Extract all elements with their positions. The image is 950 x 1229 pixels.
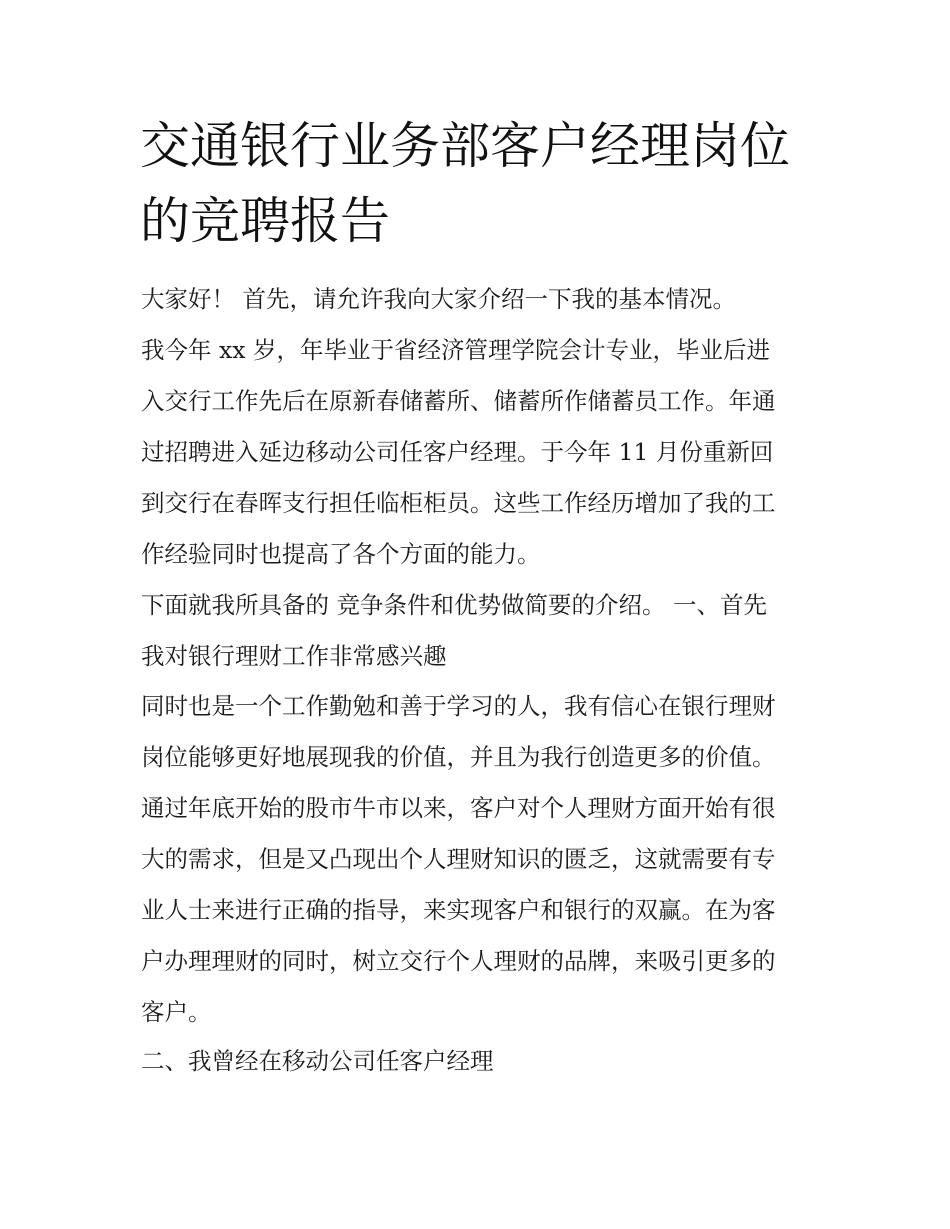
body-line-16: 二、我曾经在移动公司任客户经理	[141, 1047, 494, 1075]
document-title-line-2: 的竞聘报告	[140, 192, 390, 250]
body-line-14: 户办理理财的同时，树立交行个人理财的品牌，来吸引更多的	[141, 947, 776, 975]
body-line-1: 大家好！ 首先，请允许我向大家介绍一下我的基本情况。	[141, 285, 736, 313]
body-line-15: 客户。	[141, 998, 212, 1026]
body-line-13: 业人士来进行正确的指导，来实现客户和银行的双赢。在为客	[141, 896, 776, 924]
body-line-6: 作经验同时也提高了各个方面的能力。	[141, 540, 541, 568]
body-line-9: 同时也是一个工作勤勉和善于学习的人，我有信心在银行理财	[141, 692, 776, 720]
body-line-12: 大的需求，但是又凸现出个人理财知识的匮乏，这就需要有专	[141, 845, 776, 873]
body-line-4: 过招聘进入延边移动公司任客户经理。于今年 11 月份重新回	[141, 438, 774, 466]
document-title-line-1: 交通银行业务部客户经理岗位	[140, 117, 790, 175]
body-line-10: 岗位能够更好地展现我的价值，并且为我行创造更多的价值。	[141, 743, 776, 771]
body-line-11: 通过年底开始的股市牛市以来，客户对个人理财方面开始有很	[141, 794, 776, 822]
body-line-3: 入交行工作先后在原新春储蓄所、储蓄所作储蓄员工作。年通	[141, 387, 776, 415]
body-line-2: 我今年 xx 岁，年毕业于省经济管理学院会计专业，毕业后进	[141, 336, 770, 364]
body-line-5: 到交行在春晖支行担任临柜柜员。这些工作经历增加了我的工	[141, 489, 776, 517]
body-line-8: 我对银行理财工作非常感兴趣	[141, 642, 447, 670]
body-line-7: 下面就我所具备的 竞争条件和优势做简要的介绍。 一、首先	[141, 591, 767, 619]
